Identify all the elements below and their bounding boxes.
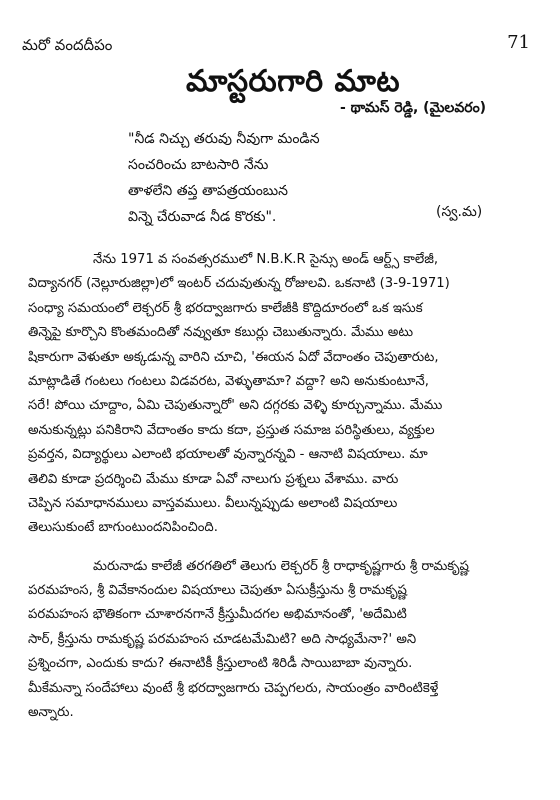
text-line: ప్రశ్నించగా, ఎందుకు కాదు? ఈనాటికీ క్రీస్తులాంటి శిరిడీ సాయిబాబా వున్నారు. — [28, 656, 413, 672]
article-author: - థామస్ రెడ్డి, (మైలవరం) — [340, 100, 487, 116]
paragraph-gap — [28, 541, 538, 555]
paragraph-1 — [28, 248, 538, 541]
text-line: ప్రవర్తన, విద్యార్థులు ఎలాంటి భయాలతో వున్నారన్నవి - ఆనాటి విషయాలు. మా — [28, 447, 428, 463]
text-line: నేను 1971 వ సంవత్సరములో N.B.K.R సైన్సు అండ్ ఆర్ట్స్ కాలేజీ, — [93, 252, 439, 267]
text-line: తెలివి కూడా ప్రదర్శించి మేము కూడా ఏవో నాలుగు ప్రశ్నలు వేశాము. వారు — [28, 471, 399, 487]
poem-line: "నీడ నిచ్చు తరువు నీవుగా మండిన — [128, 131, 320, 147]
text-line: అన్నారు. — [28, 705, 74, 721]
text-line: పరమహంస భౌతికంగా చూశారనగానే క్రీస్తుమీదగల అభిమానంతో, 'అదేమిటి — [28, 607, 407, 623]
text-line: విద్యానగర్ (నెల్లూరుజిల్లా)లో ఇంటర్ చదువుతున్న రోజులవి. ఒకనాటి (3-9-1971) — [28, 276, 450, 292]
text-line: పరమహంస, శ్రీ వివేకానందుల విషయాలు చెపుతూ ఏసుక్రీస్తును శ్రీ రామకృష్ణ — [28, 583, 407, 599]
text-line: సరే! పోయి చూద్దాం, ఏమి చెపుతున్నారో' అని దగ్గరకు వెళ్ళి కూర్చున్నాము. మేము — [28, 398, 443, 414]
article-body — [28, 248, 538, 725]
text-line: తెలుసుకుంటే బాగుంటుందనిపించింది. — [28, 520, 218, 536]
poem-line: విన్నె చేరువాడ నీడ కొరకు". — [128, 209, 277, 225]
text-line: షికారుగా వెళుతూ అక్కడున్న వారిని చూచి, 'ఈయన ఏదో వేదాంతం చెపుతారుట, — [28, 349, 439, 365]
paragraph-2 — [28, 555, 538, 726]
poem-line: తాళలేని తప్త తాపత్రయంబున — [128, 183, 288, 199]
text-line: అనుకున్నట్లు పనికిరాని వేదాంతం కాదు కదా, ప్రస్తుత సమాజ పరిస్థితులు, వ్యక్తుల — [28, 422, 435, 438]
running-head: మరో వందదీపం — [22, 36, 113, 54]
text-line: మరునాడు కాలేజీ తరగతిలో తెలుగు లెక్చరర్ శ్రీ రాధాకృష్ణగారు శ్రీ రామకృష్ణ — [93, 558, 469, 574]
page-number: 71 — [507, 32, 530, 53]
text-line: మీకేమన్నా సందేహాలు వుంటే శ్రీ భరద్వాజగారు చెప్పగలరు, సాయంత్రం వారింటికెళ్తే — [28, 680, 439, 696]
text-line: సార్, క్రీస్తును రామకృష్ణ పరమహంస చూడటమేమిటి? అది సాధ్యమేనా?' అని — [28, 631, 417, 647]
text-line: తిన్నెపై కూర్చొని కొంతమందితో నవ్వుతూ కబుర్లు చెబుతున్నారు. మేము అటు — [28, 325, 414, 341]
text-line: మాట్లాడితే గంటలు గంటలు విడవరట, వెళ్ళుతామా? వద్దా? అని అనుకుంటూనే, — [28, 373, 429, 389]
text-line: సంధ్యా సమయంలో లెక్చరర్ శ్రీ భరద్వాజగారు కాలేజీకి కొద్దిదూరంలో ఒక ఇసుక — [28, 300, 423, 316]
article-title: మాస్టరుగారి మాట — [186, 64, 401, 99]
text-line: చెప్పిన సమాధానములు వాస్తవములు. వీలున్నప్పుడు అలాంటి విషయాలు — [28, 495, 398, 511]
poem-line: సంచరించు బాటసారి నేను — [128, 157, 269, 173]
poem-source: (స్వ.మ) — [436, 204, 483, 220]
